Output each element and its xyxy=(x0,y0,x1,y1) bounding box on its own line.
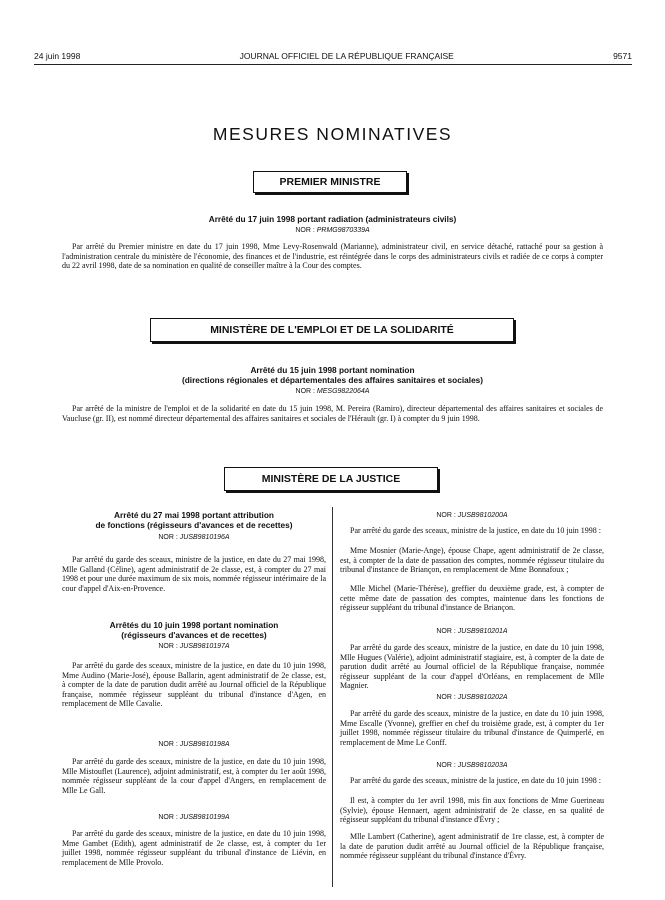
text-jusb9810196a: Par arrêté du garde des sceaux, ministre de la justice, en date du 27 mai 1998, Mlle Galland (Céline), agent administratif de 2e classe, est, à compter du 27 mai 1998 et pour une durée maximum de six mois, nommée régisseur intérimaire de la cour d'appel d'Aix-en-Provence. xyxy=(62,555,326,593)
nor-code: PRMG9870339A xyxy=(316,227,370,234)
nor-label: NOR : xyxy=(158,741,178,748)
nor-emploi xyxy=(0,388,665,395)
nor-label: NOR : xyxy=(436,512,456,519)
text-jusb9810202a: Par arrêté du garde des sceaux, ministre de la justice, en date du 10 juin 1998, Mme Escalle (Yvonne), greffier en chef du troisième grade, est, à compter du 1er juillet 1998, nommée régisseur titulaire du tribunal d'instance de Quimperlé, en remplacement de Mme Le Conff. xyxy=(340,709,604,747)
nor-label: NOR : xyxy=(158,643,178,650)
main-title: MESURES NOMINATIVES xyxy=(212,124,453,144)
text-jusb9810198a: Par arrêté du garde des sceaux, ministre de la justice, en date du 10 juin 1998, Mlle Mistouflet (Laurence), adjoint administratif, est, à compter du 1er août 1998, nommée régisseur suppléant de la cour d'appel d'Angers, en remplacement de Mlle Le Gall. xyxy=(62,757,326,795)
nor-jusb9810203a xyxy=(340,762,604,769)
arrete-title-27-mai-line1: Arrêté du 27 mai 1998 portant attribution xyxy=(114,510,274,520)
text-jusb9810200a-intro: Par arrêté du garde des sceaux, ministre de la justice, en date du 10 juin 1998 : xyxy=(350,526,602,535)
nor-code: MESG9822064A xyxy=(316,388,370,395)
nor-code: JUSB9810196A xyxy=(179,534,230,541)
text-jusb9810203a-p1: Il est, à compter du 1er avril 1998, mis fin aux fonctions de Mme Guerineau (Sylvie), épouse Hennaert, agent administratif de 2e classe, en sa qualité de régisseur suppléant du tribunal d'instance d'Évry ; xyxy=(340,796,604,825)
header-page-number: 9571 xyxy=(613,51,632,61)
nor-premier-ministre xyxy=(0,227,665,234)
text-emploi: Par arrêté de la ministre de l'emploi et de la solidarité en date du 15 juin 1998, M. Pereira (Ramiro), directeur départemental des affaires sanitaires et sociales de Vaucluse (gr. II), est nommé directeur départemental des affaires sanitaires et sociales de l'Hérault (gr. I) à compter du 9 juin 1998. xyxy=(62,404,603,423)
text-jusb9810200a-p2: Mlle Michel (Marie-Thérèse), greffier du deuxième grade, est, à compter de cette même date de passation des comptes, maintenue dans les fonctions de régisseur suppléant du tribunal d'instance de Briançon. xyxy=(340,584,604,613)
arrete-title-10-juin-line2: (régisseurs d'avances et de recettes) xyxy=(121,630,267,640)
nor-label: NOR : xyxy=(158,814,178,821)
text-jusb9810203a-p2: Mlle Lambert (Catherine), agent administratif de 1re classe, est, à compter de la date de parution dudit arrêté au Journal officiel de la République française, nommée régisseur suppléant du tribunal d'instance d'Évry. xyxy=(340,832,604,861)
nor-code: JUSB9810200A xyxy=(457,512,508,519)
header-journal-title: JOURNAL OFFICIEL DE LA RÉPUBLIQUE FRANÇAISE xyxy=(239,51,454,61)
nor-jusb9810198a xyxy=(62,741,326,748)
nor-code: JUSB9810201A xyxy=(457,628,508,635)
nor-jusb9810199a xyxy=(62,814,326,821)
text-jusb9810201a: Par arrêté du garde des sceaux, ministre de la justice, en date du 10 juin 1998, Mlle Hugues (Valérie), adjoint administratif stagiaire, est, à compter de la date de parution dudit arrêté au Journal officiel de la République française, nommée régisseur suppléant de la cour d'appel d'Orléans, en remplacement de Mlle Magnier. xyxy=(340,643,604,691)
section-heading-justice: MINISTÈRE DE LA JUSTICE xyxy=(224,467,438,491)
column-divider xyxy=(332,507,333,887)
nor-jusb9810196a xyxy=(62,534,326,541)
nor-jusb9810202a xyxy=(340,694,604,701)
section-heading-emploi: MINISTÈRE DE L'EMPLOI ET DE LA SOLIDARITÉ xyxy=(150,318,514,342)
page-header xyxy=(34,51,632,61)
nor-label: NOR : xyxy=(436,762,456,769)
header-date: 24 juin 1998 xyxy=(34,51,81,61)
nor-jusb9810197a xyxy=(62,643,326,650)
nor-code: JUSB9810197A xyxy=(179,643,230,650)
text-premier-ministre: Par arrêté du Premier ministre en date du 17 juin 1998, Mme Levy-Rosenwald (Marianne), administrateur civil, en service détaché, rattaché pour sa gestion à l'administration centrale du ministère de l'économie, des finances et de l'industrie, est réintégrée dans le corps des administrateurs civils et radiée de ce corps à compter du 22 avril 1998, date de sa nomination en qualité de conseiller maître à la Cour des comptes. xyxy=(62,242,603,271)
arrete-title-emploi-line1: Arrêté du 15 juin 1998 portant nomination xyxy=(250,365,415,375)
nor-label: NOR : xyxy=(158,534,178,541)
text-jusb9810200a-p1: Mme Mosnier (Marie-Ange), épouse Chape, agent administratif de 2e classe, est, à compter de la date de passation des comptes, nommée régisseur titulaire du tribunal d'instance de Briançon, en remplacement de Mme Bonnafoux ; xyxy=(340,546,604,575)
nor-code: JUSB9810199A xyxy=(179,814,230,821)
arrete-title-10-juin-line1: Arrêtés du 10 juin 1998 portant nomination xyxy=(109,620,279,630)
nor-code: JUSB9810198A xyxy=(179,741,230,748)
nor-jusb9810201a xyxy=(340,628,604,635)
text-jusb9810199a: Par arrêté du garde des sceaux, ministre de la justice, en date du 10 juin 1998, Mme Gambet (Edith), agent administratif de 2e classe, est, à compter du 1er juillet 1998, nommée régisseur suppléant du tribunal d'instance de Liévin, en remplacement de Mlle Provolo. xyxy=(62,829,326,867)
nor-label: NOR : xyxy=(295,388,315,395)
arrete-title-premier-ministre: Arrêté du 17 juin 1998 portant radiation (administrateurs civils) xyxy=(208,214,457,224)
nor-code: JUSB9810203A xyxy=(457,762,508,769)
nor-label: NOR : xyxy=(436,628,456,635)
arrete-title-emploi-line2: (directions régionales et départementales des affaires sanitaires et sociales) xyxy=(181,375,484,385)
nor-label: NOR : xyxy=(436,694,456,701)
text-jusb9810203a-intro: Par arrêté du garde des sceaux, ministre de la justice, en date du 10 juin 1998 : xyxy=(350,776,602,785)
header-rule xyxy=(34,64,632,65)
nor-label: NOR : xyxy=(295,227,315,234)
nor-code: JUSB9810202A xyxy=(457,694,508,701)
nor-jusb9810200a xyxy=(340,512,604,519)
arrete-title-27-mai-line2: de fonctions (régisseurs d'avances et de recettes) xyxy=(95,520,293,530)
section-heading-premier-ministre: PREMIER MINISTRE xyxy=(253,171,407,193)
text-jusb9810197a: Par arrêté du garde des sceaux, ministre de la justice, en date du 10 juin 1998, Mme Audino (Marie-José), épouse Ballarin, agent administratif de 2e classe, est, à compter de la date de parution dudit arrêté au Journal officiel de la République française, nommée régisseur suppléant du tribunal d'instance d'Agen, en remplacement de Mlle Cavalie. xyxy=(62,661,326,709)
